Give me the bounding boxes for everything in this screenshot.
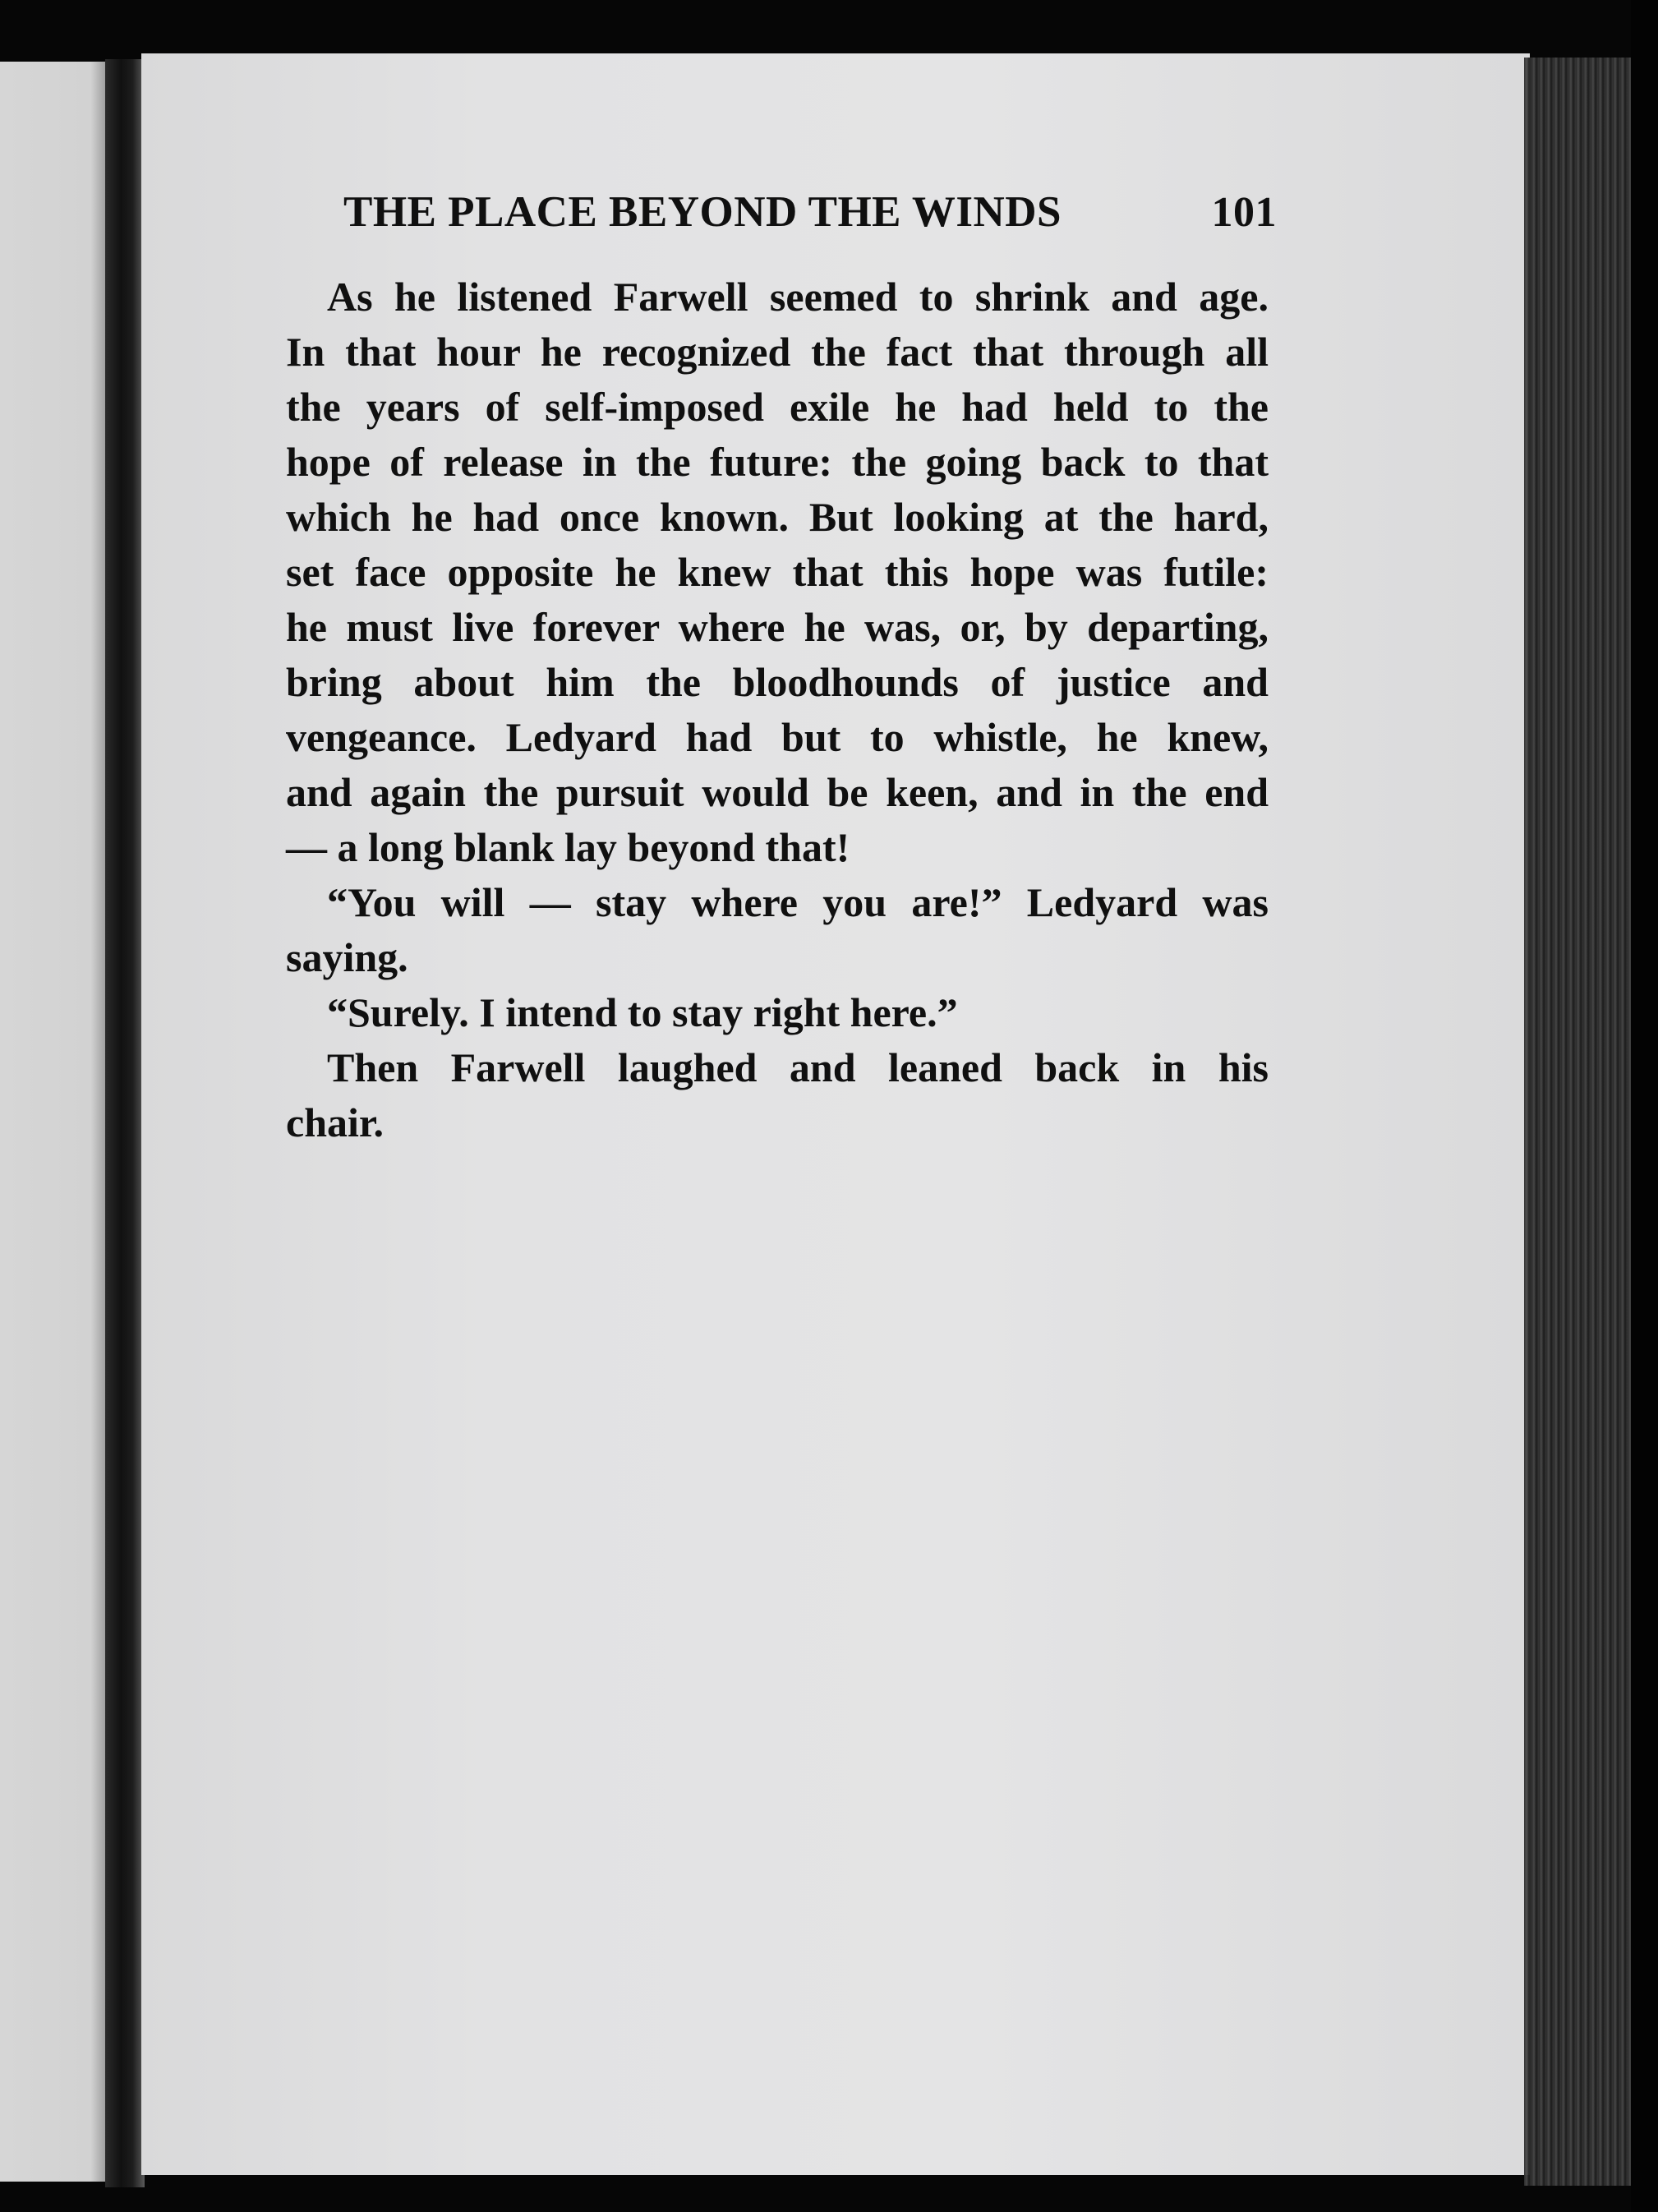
book-gutter xyxy=(105,59,145,2187)
paragraph xyxy=(245,270,1269,875)
text-line: chair. xyxy=(286,1099,384,1145)
text-line: Then Farwell laughed and leaned back in his xyxy=(327,1044,1269,1090)
text-line: the years of self-imposed exile he had held to the xyxy=(286,384,1269,430)
paragraph xyxy=(245,1040,1269,1150)
running-head xyxy=(343,187,1277,270)
running-title: THE PLACE BEYOND THE WINDS xyxy=(343,188,1062,236)
text-line: and again the pursuit would be keen, and in the end xyxy=(286,769,1269,815)
text-line: saying. xyxy=(286,934,408,980)
text-line: set face opposite he knew that this hope was futile: xyxy=(286,549,1269,595)
text-line: As he listened Farwell seemed to shrink and age. xyxy=(327,274,1269,320)
text-line: bring about him the bloodhounds of justice and xyxy=(286,659,1269,705)
page-number: 101 xyxy=(1211,189,1277,236)
scan-border xyxy=(1631,0,1658,2212)
text-line: “You will — stay where you are!” Ledyard was xyxy=(327,879,1269,925)
paragraph xyxy=(245,985,1269,1040)
paragraph xyxy=(245,875,1269,985)
facing-page-edge xyxy=(0,62,107,2182)
page-text xyxy=(245,187,1277,1150)
text-line: In that hour he recognized the fact that through all xyxy=(286,329,1269,375)
text-line: he must live forever where he was, or, by departing, xyxy=(286,604,1269,650)
text-line: “Surely. I intend to stay right here.” xyxy=(327,989,958,1035)
text-line: vengeance. Ledyard had but to whistle, he knew, xyxy=(286,714,1269,760)
text-line: hope of release in the future: the going back to that xyxy=(286,439,1269,485)
page-stack-edge xyxy=(1524,58,1639,2186)
text-line: — a long blank lay beyond that! xyxy=(286,824,850,870)
text-line: which he had once known. But looking at the hard, xyxy=(286,494,1269,540)
